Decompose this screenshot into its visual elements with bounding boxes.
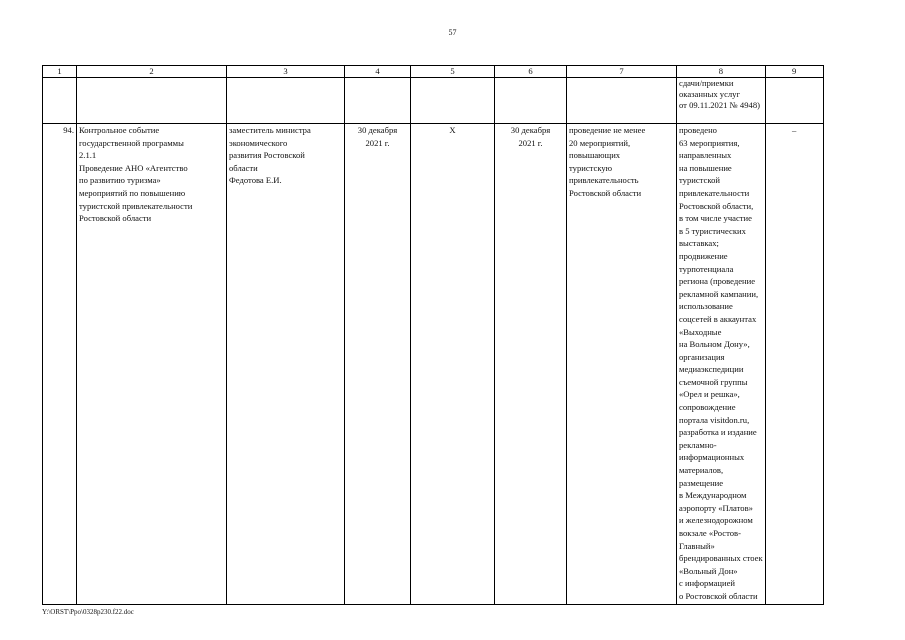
text-line: по развитию туризма» xyxy=(79,175,161,186)
text-line: размещение xyxy=(679,477,724,488)
text-line: туристской привлекательности xyxy=(79,200,193,211)
column-number: 2 xyxy=(77,66,227,78)
text-line: проведено xyxy=(679,125,717,135)
column-number: 6 xyxy=(495,66,567,78)
text-line: и железнодорожном xyxy=(679,515,753,526)
empty-cell xyxy=(495,78,567,124)
text-line: в Международном xyxy=(679,490,747,501)
actual-date-cell xyxy=(495,124,567,605)
column-number: 8 xyxy=(677,66,766,78)
text-line: Ростовской области, xyxy=(679,200,754,211)
text-line: турпотенциала xyxy=(679,263,734,274)
text-line: мероприятий по повышению xyxy=(79,187,186,198)
text-line: использование xyxy=(679,301,733,312)
text-line: государственной программы xyxy=(79,137,184,148)
text-line: 63 мероприятия, xyxy=(679,137,740,148)
text-line: рекламной кампании, xyxy=(679,288,759,299)
text-line: 30 декабря xyxy=(510,125,551,135)
col9-cell: – xyxy=(765,124,823,605)
text-line: Федотова Е.И. xyxy=(229,175,282,186)
text-line: организация xyxy=(679,351,725,362)
text-line: развития Ростовской xyxy=(229,150,305,161)
text-line: вокзале «Ростов- xyxy=(679,528,741,538)
text-line: туристскую xyxy=(569,162,613,173)
text-line: «Орел и решка», xyxy=(679,389,740,400)
column-number: 3 xyxy=(227,66,345,78)
report-table xyxy=(42,65,824,605)
empty-cell xyxy=(43,78,77,124)
expected-result-cell xyxy=(567,124,677,605)
text-line: съемочной группы xyxy=(679,376,748,387)
text-line: региона (проведение xyxy=(679,276,756,287)
empty-cell xyxy=(765,78,823,124)
text-line: Проведение АНО «Агентство xyxy=(79,162,188,173)
table-row xyxy=(43,124,824,605)
text-line: на повышение xyxy=(679,162,732,173)
text-line: разработка и издание xyxy=(679,427,757,438)
event-cell xyxy=(77,124,227,605)
column-number: 5 xyxy=(411,66,495,78)
column-number: 9 xyxy=(765,66,823,78)
column-number-row xyxy=(43,66,824,78)
page-number: 57 xyxy=(448,28,457,37)
text-line: 2021 г. xyxy=(365,137,390,148)
text-line: брендированных стоек xyxy=(679,553,763,564)
text-line: 2021 г. xyxy=(518,137,543,148)
text-line: от 09.11.2021 № 4948) xyxy=(679,100,760,110)
text-line: информационных xyxy=(679,452,745,463)
continuation-result-cell xyxy=(677,78,766,124)
text-line: направленных xyxy=(679,150,732,161)
text-line: материалов, xyxy=(679,465,724,476)
text-line: аэропорту «Платов» xyxy=(679,502,753,513)
text-line: туристской xyxy=(679,175,720,186)
text-line: 30 декабря xyxy=(357,125,398,135)
text-line: привлекательности xyxy=(679,187,750,198)
file-path-footer: Y:\ORST\Ppo\0328p230.f22.doc xyxy=(42,608,134,616)
empty-cell xyxy=(411,78,495,124)
empty-cell xyxy=(345,78,411,124)
text-line: области xyxy=(229,162,258,173)
planned-date-cell xyxy=(345,124,411,605)
text-line: проведение не менее xyxy=(569,125,646,135)
text-line: привлекательность xyxy=(569,175,639,186)
text-line: на Вольном Дону», xyxy=(679,339,750,350)
text-line: Контрольное событие xyxy=(79,125,160,135)
text-line: выставках; xyxy=(679,238,719,249)
text-line: Ростовской области xyxy=(569,187,642,198)
empty-cell xyxy=(567,78,677,124)
text-line: соцсетей в аккаунтах xyxy=(679,313,757,324)
empty-cell xyxy=(77,78,227,124)
col5-cell: Х xyxy=(411,124,495,605)
text-line: повышающих xyxy=(569,150,621,161)
text-line: экономического xyxy=(229,137,288,148)
text-line: 20 мероприятий, xyxy=(569,137,631,148)
text-line: продвижение xyxy=(679,250,728,261)
column-number: 4 xyxy=(345,66,411,78)
text-line: 2.1.1 xyxy=(79,150,97,161)
text-line: оказанных услуг xyxy=(679,89,741,99)
empty-cell xyxy=(227,78,345,124)
text-line: сопровождение xyxy=(679,402,736,413)
text-line: Главный» xyxy=(679,540,715,551)
column-number: 1 xyxy=(43,66,77,78)
text-line: рекламно- xyxy=(679,439,717,450)
responsible-cell xyxy=(227,124,345,605)
text-line: в том числе участие xyxy=(679,213,752,224)
text-line: медиаэкспедиции xyxy=(679,364,744,375)
text-line: сдачи/приемки xyxy=(679,78,734,88)
column-number: 7 xyxy=(567,66,677,78)
text-line: заместитель министра xyxy=(229,125,311,135)
text-line: «Выходные xyxy=(679,326,722,337)
text-line: с информацией xyxy=(679,578,735,589)
continuation-row xyxy=(43,78,824,124)
row-number: 94. xyxy=(43,124,77,605)
text-line: в 5 туристических xyxy=(679,225,746,236)
actual-result-cell xyxy=(677,124,766,605)
text-line: Ростовской области xyxy=(79,213,152,224)
text-line: «Вольный Дон» xyxy=(679,565,738,576)
text-line: портала visitdon.ru, xyxy=(679,414,750,425)
text-line: о Ростовской области xyxy=(679,590,758,601)
